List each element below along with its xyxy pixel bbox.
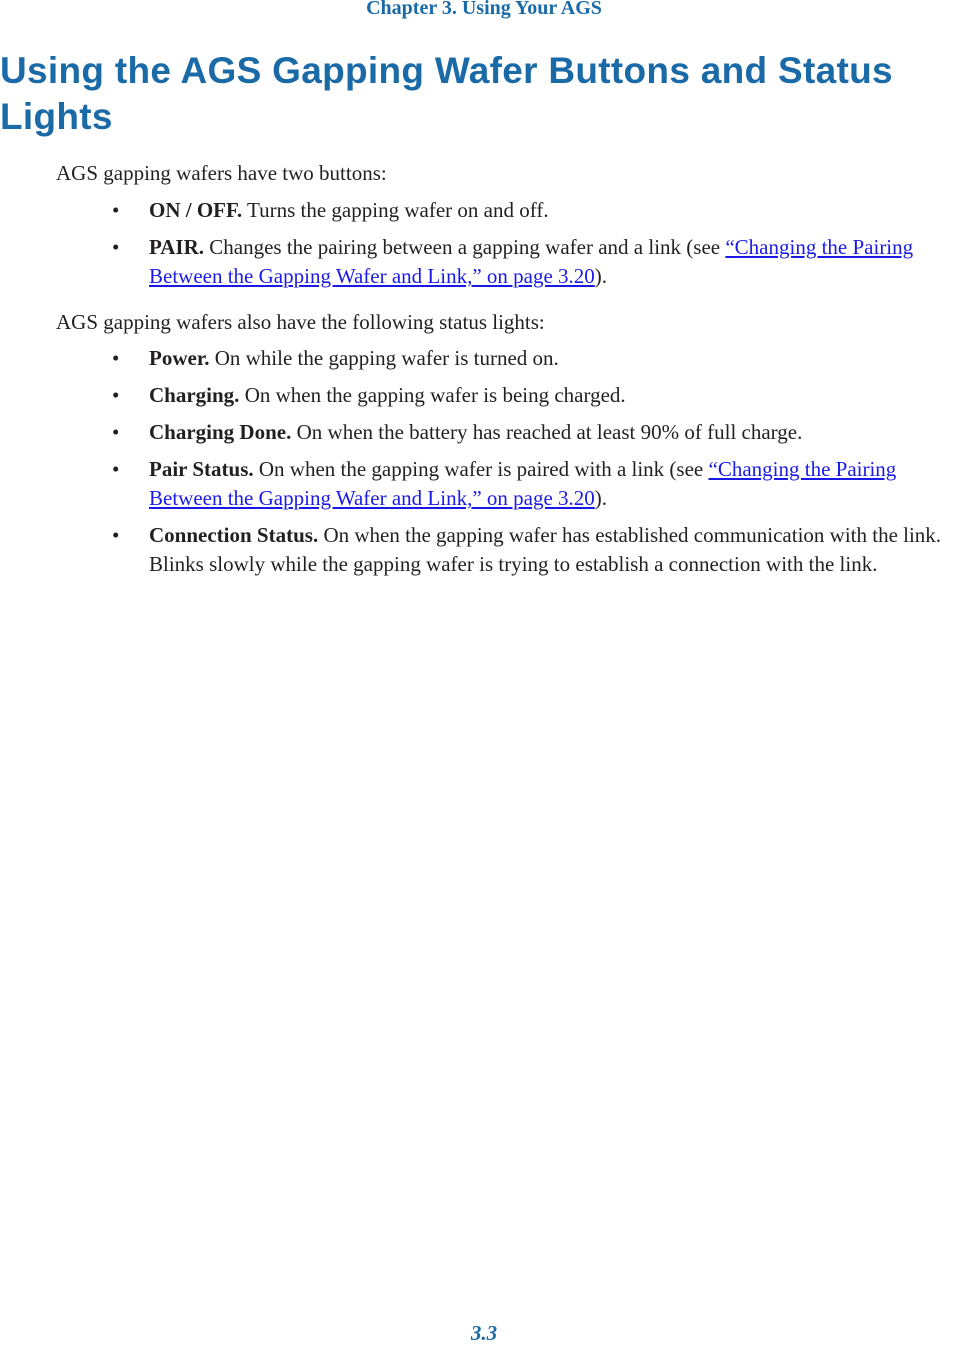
item-text: On when the gapping wafer is paired with a link (see xyxy=(253,457,709,481)
list-item-pair xyxy=(0,233,968,291)
section-title: Using the AGS Gapping Wafer Buttons and Status Lights xyxy=(0,50,893,137)
item-term: PAIR. xyxy=(149,235,205,259)
bullet-icon: • xyxy=(112,346,120,370)
bullet-icon: • xyxy=(112,457,120,481)
item-text: On while the gapping wafer is turned on. xyxy=(209,346,559,370)
buttons-intro: AGS gapping wafers have two buttons: xyxy=(56,161,387,185)
cross-reference-link[interactable]: “Changing the Pairing Between the Gapping Wafer and Link,” on page 3.20 xyxy=(149,235,914,288)
list-item-charging xyxy=(0,381,968,410)
item-text: Turns the gapping wafer on and off. xyxy=(242,198,549,222)
status-lights-list xyxy=(0,344,968,587)
list-item-on-off xyxy=(0,196,968,225)
list-item-connection-status xyxy=(0,521,968,579)
list-item-pair-status xyxy=(0,455,968,513)
item-term: Power. xyxy=(149,346,210,370)
item-text: On when the battery has reached at least 90% of full charge. xyxy=(291,420,803,444)
list-item-charging-done xyxy=(0,418,968,447)
bullet-icon: • xyxy=(112,235,120,259)
item-term: ON / OFF. xyxy=(149,198,243,222)
running-header: Chapter 3. Using Your AGS xyxy=(366,0,602,19)
item-term: Charging. xyxy=(149,383,240,407)
status-lights-intro: AGS gapping wafers also have the following status lights: xyxy=(56,310,545,334)
item-term: Connection Status. xyxy=(149,523,319,547)
buttons-list xyxy=(0,196,968,299)
bullet-icon: • xyxy=(112,523,120,547)
bullet-icon: • xyxy=(112,420,120,444)
bullet-icon: • xyxy=(112,198,120,222)
cross-reference-link[interactable]: “Changing the Pairing Between the Gapping Wafer and Link,” on page 3.20 xyxy=(149,457,897,510)
item-text: On when the gapping wafer has established communication with the link. Blinks slowly while the gapping wafer is trying to establish a connection with the link. xyxy=(149,523,942,576)
item-text-end: ). xyxy=(594,264,608,288)
item-text-end: ). xyxy=(594,486,608,510)
bullet-icon: • xyxy=(112,383,120,407)
item-term: Charging Done. xyxy=(149,420,292,444)
page-number: 3.3 xyxy=(470,1321,498,1345)
item-term: Pair Status. xyxy=(149,457,254,481)
list-item-power xyxy=(0,344,968,373)
item-text: Changes the pairing between a gapping wafer and a link (see xyxy=(204,235,726,259)
item-text: On when the gapping wafer is being charged. xyxy=(239,383,626,407)
